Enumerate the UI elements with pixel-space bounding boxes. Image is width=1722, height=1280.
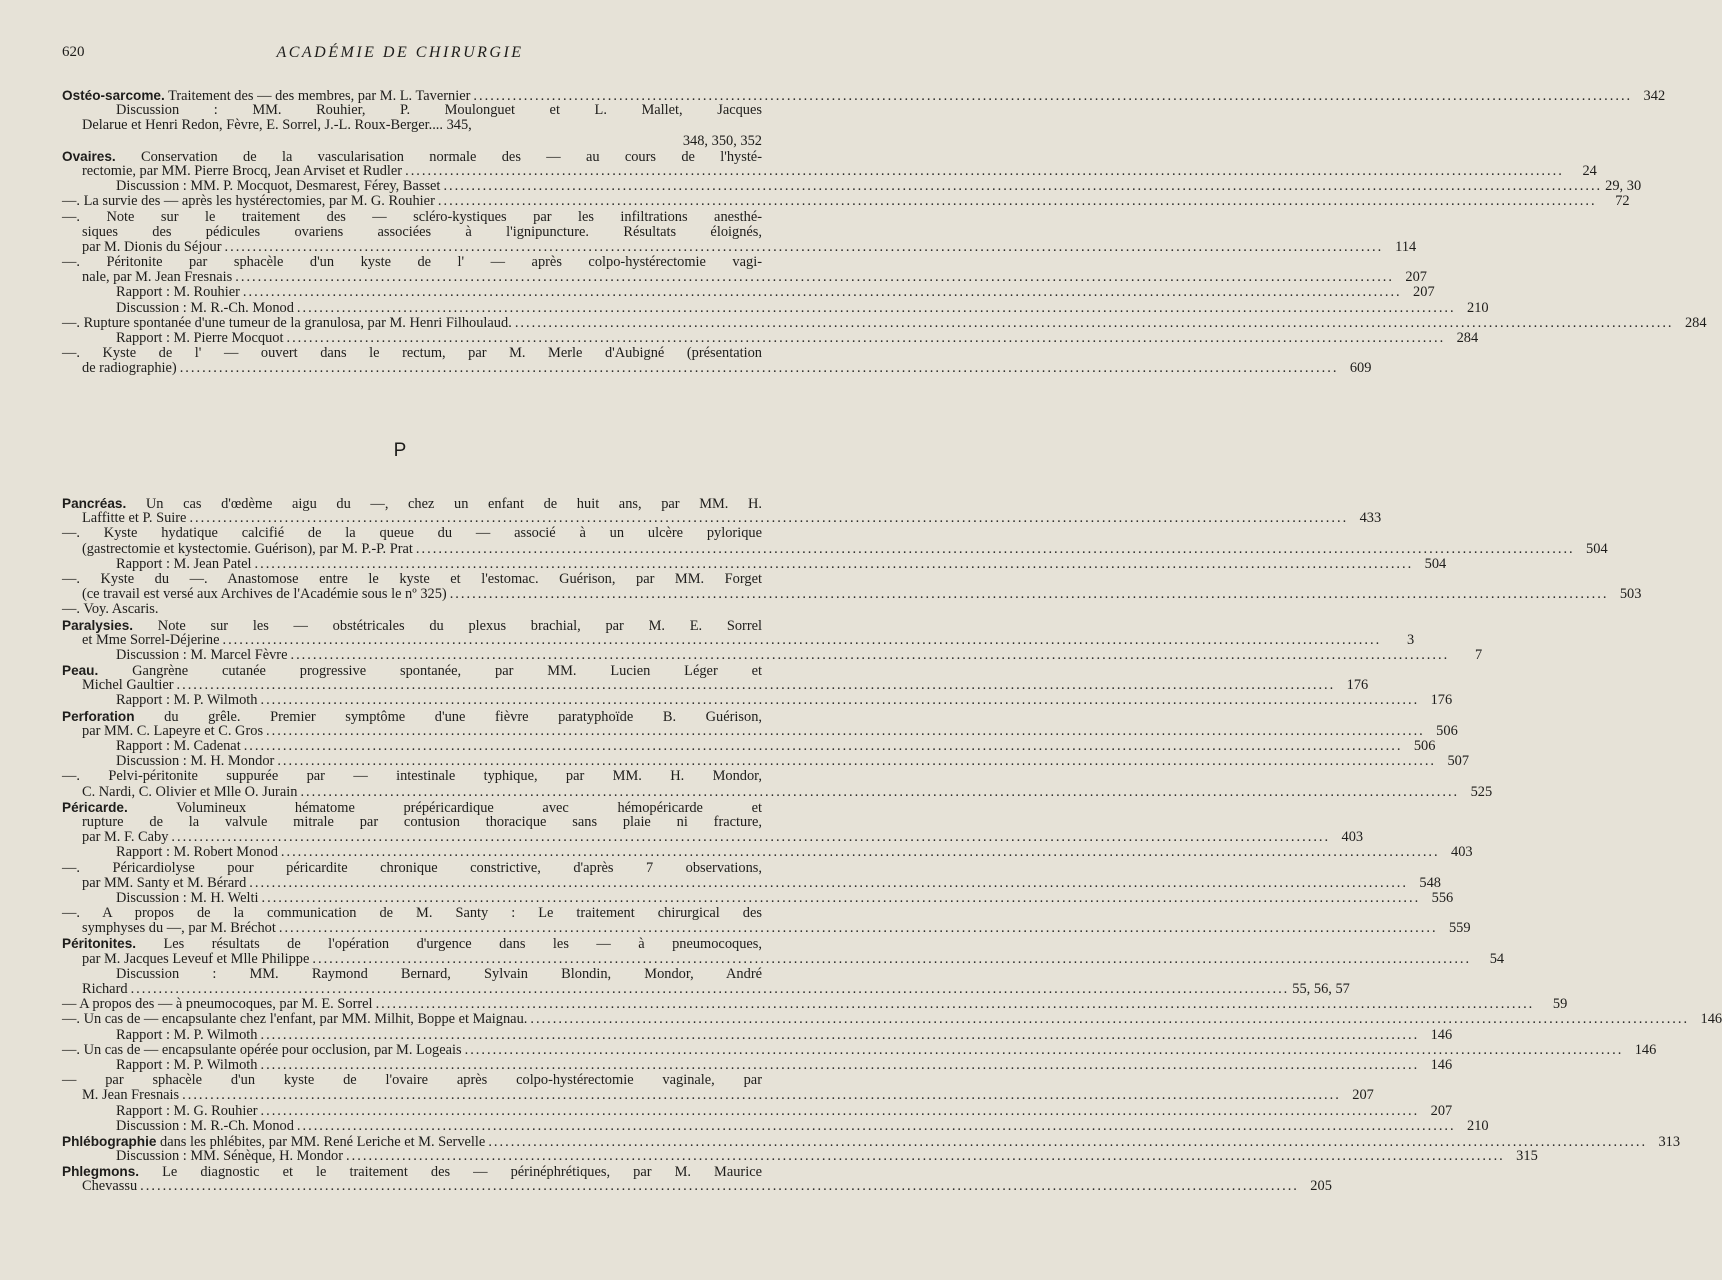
- entry-body: du grêle. Premier symptôme d'une fièvre paratyphoïde B. Guérison,: [134, 708, 762, 725]
- entry-body: Rapport : M. Jean Patel: [116, 555, 252, 572]
- entry-text: [116, 179, 440, 194]
- index-section-o: [62, 88, 1707, 377]
- entry-text: [116, 557, 252, 572]
- entry-text: [116, 1028, 257, 1043]
- entry-body: par MM. Santy et M. Bérard: [82, 874, 247, 891]
- entry-text: [82, 361, 177, 376]
- dot-leader: [262, 891, 1421, 906]
- index-line: [62, 134, 762, 149]
- entry-text: [62, 572, 762, 587]
- dot-leader: [450, 587, 1609, 602]
- dot-leader: [300, 785, 1459, 800]
- journal-title: ACADÉMIE DE CHIRURGIE: [276, 44, 524, 61]
- entry-headword: Péricarde.: [62, 799, 128, 815]
- page-reference: 176: [1430, 692, 1453, 709]
- index-line: [62, 829, 1364, 846]
- entry-body: Conservation de la vascularisation normale des — au cours de l'hysté-: [115, 148, 762, 165]
- entry-body: — par sphacèle d'un kyste de l'ovaire après colpo-hystérectomie vaginale, par: [62, 1072, 762, 1089]
- section-letter: P: [393, 440, 407, 461]
- index-line: [62, 118, 762, 133]
- entry-body: —. Un cas de — encapsulante chez l'enfant, par MM. Milhit, Boppe et Maignau.: [62, 1011, 528, 1028]
- page-reference: 205: [1310, 1178, 1332, 1195]
- page-reference: 3: [1406, 631, 1415, 648]
- index-line: [62, 555, 1447, 572]
- index-line: [62, 874, 1441, 891]
- entry-text: [116, 1104, 258, 1119]
- entry-text: [62, 1012, 527, 1027]
- dot-leader: [140, 1179, 1299, 1194]
- entry-body: —. Kyste du —. Anastomose entre le kyste et l'estomac. Guérison, par MM. Forget: [62, 570, 762, 587]
- page-reference: 503: [1619, 586, 1642, 603]
- dot-leader: [261, 1104, 1420, 1119]
- entry-text: [116, 754, 274, 769]
- page-reference: 403: [1341, 829, 1364, 846]
- dot-leader: [465, 1043, 1624, 1058]
- page-reference: 207: [1430, 1102, 1453, 1119]
- entry-body: (ce travail est versé aux Archives de l'Académie sous le nº 325): [82, 586, 447, 603]
- entry-body: —. Kyste hydatique calcifié de la queue du — associé à un ulcère pylorique: [62, 525, 762, 542]
- entry-body: —. Note sur le traitement des — scléro-kystiques par les infiltrations anesthé-: [62, 208, 762, 225]
- index-line: [62, 722, 1458, 739]
- entry-body: —. Rupture spontanée d'une tumeur de la granulosa, par M. Henri Filhoulaud.: [62, 314, 512, 331]
- page-reference: 7: [1474, 646, 1483, 663]
- page-reference: 525: [1470, 783, 1493, 800]
- entry-body: (gastrectomie et kystectomie. Guérison), par M. P.-P. Prat: [82, 540, 413, 557]
- index-line: [62, 981, 1350, 997]
- page-reference: 504: [1424, 555, 1447, 572]
- page-reference: 210: [1467, 299, 1489, 316]
- index-line: [62, 631, 1415, 648]
- index-line: [62, 496, 762, 511]
- index-line: [62, 540, 1608, 557]
- entry-text: [82, 587, 447, 602]
- index-line: [62, 800, 762, 815]
- index-line: [62, 255, 762, 270]
- entry-body: Delarue et Henri Redon, Fèvre, E. Sorrel, J.-L. Roux-Berger.... 345,: [82, 117, 472, 134]
- index-line: [62, 1073, 762, 1088]
- dot-leader: [346, 1149, 1505, 1164]
- dot-leader: [281, 845, 1440, 860]
- page-reference: 313: [1658, 1133, 1681, 1150]
- entry-body: Discussion : MM. Raymond Bernard, Sylvain Blondin, Mondor, André: [116, 965, 762, 982]
- entry-headword: Ostéo-sarcome.: [62, 88, 165, 103]
- page-reference: 609: [1349, 360, 1372, 377]
- entry-body: Discussion : MM. Sénèque, H. Mondor: [116, 1148, 344, 1165]
- entry-text: [62, 861, 762, 876]
- page-reference: 348, 350, 352: [682, 132, 762, 149]
- index-line: [62, 646, 1483, 663]
- entry-text: [82, 1179, 137, 1194]
- entry-body: Rapport : M. G. Rouhier: [116, 1102, 258, 1119]
- entry-body: Le diagnostic et le traitement des — périnéphrétiques, par M. Maurice: [139, 1164, 762, 1181]
- dot-leader: [222, 633, 1381, 648]
- entry-body: —. Kyste de l' — ouvert dans le rectum, par M. Merle d'Aubigné (présentation: [62, 345, 762, 362]
- index-line: [62, 936, 762, 951]
- entry-headword: Peau.: [62, 663, 99, 679]
- page-reference: 504: [1586, 540, 1608, 557]
- entry-body: siques des pédicules ovariens associées à l'ignipuncture. Résultats éloignés,: [82, 223, 762, 240]
- index-line: [62, 1056, 1453, 1073]
- entry-headword: Perforation: [62, 708, 135, 724]
- running-head: [0, 44, 800, 66]
- entry-text: [82, 225, 762, 240]
- entry-body: symphyses du —, par M. Bréchot: [82, 920, 276, 937]
- index-line: [62, 1117, 1489, 1134]
- entry-headword: Phlegmons.: [62, 1164, 140, 1180]
- entry-body: Note sur les — obstétricales du plexus brachial, par M. E. Sorrel: [133, 617, 762, 634]
- dot-leader: [225, 240, 1384, 255]
- index-line: [62, 178, 1642, 195]
- index-line: [62, 299, 1489, 316]
- index-line: [62, 149, 762, 164]
- index-line: [62, 1178, 1332, 1195]
- index-line: [62, 663, 762, 678]
- dot-leader: [515, 316, 1674, 331]
- entry-body: Discussion : MM. P. Mocquot, Desmarest, Férey, Basset: [116, 178, 441, 195]
- entry-body: rupture de la valvule mitrale par contusion thoracique sans plaie ni fracture,: [82, 813, 762, 830]
- dot-leader: [312, 952, 1471, 967]
- entry-body: Chevassu: [82, 1178, 138, 1195]
- index-line: [62, 572, 762, 587]
- page-reference: 403: [1451, 844, 1473, 861]
- entry-text: [116, 891, 259, 906]
- entry-headword: Péritonites.: [62, 936, 137, 952]
- dot-leader: [260, 693, 1419, 708]
- entry-text: [116, 845, 278, 860]
- dot-leader: [131, 982, 1290, 997]
- entry-body: par M. F. Caby: [82, 829, 169, 846]
- index-line: [62, 1041, 1657, 1058]
- entry-text: [116, 1119, 294, 1134]
- page-reference: 433: [1359, 510, 1382, 527]
- entry-text: [62, 194, 435, 209]
- entry-text: [62, 346, 762, 361]
- dot-leader: [243, 285, 1402, 300]
- index-line: [62, 889, 1454, 906]
- entry-body: Rapport : M. Rouhier: [116, 284, 240, 301]
- entry-body: Volumineux hématome prépéricardique avec hémopéricarde et: [127, 799, 762, 816]
- index-line: [62, 162, 1597, 179]
- index-line: [62, 586, 1642, 603]
- dot-leader: [290, 648, 1449, 663]
- entry-text: [82, 724, 263, 739]
- entry-text: [62, 906, 762, 921]
- entry-body: Discussion : MM. Rouhier, P. Moulonguet et L. Mallet, Jacques: [116, 102, 762, 119]
- page-reference: 146: [1634, 1041, 1657, 1058]
- page-reference: 315: [1516, 1148, 1538, 1165]
- page-reference: 559: [1448, 920, 1471, 937]
- entry-body: Discussion : M. Marcel Fèvre: [116, 646, 288, 663]
- page-reference: 342: [1643, 88, 1666, 104]
- entry-body: par M. Jacques Leveuf et Mlle Philippe: [82, 950, 310, 967]
- entry-text: [82, 952, 309, 967]
- index-line: [62, 225, 762, 240]
- index-line: [62, 1011, 1722, 1028]
- dot-leader: [443, 179, 1602, 194]
- entry-headword: Paralysies.: [62, 617, 134, 633]
- entry-body: de radiographie): [82, 360, 177, 377]
- index-line: [62, 210, 762, 225]
- index-line: [62, 753, 1470, 770]
- entry-body: Les résultats de l'opération d'urgence dans les — à pneumocoques,: [136, 936, 762, 953]
- entry-body: Traitement des — des membres, par M. L. Tavernier: [164, 88, 471, 104]
- entry-text: [116, 693, 257, 708]
- page-reference: 114: [1395, 238, 1417, 255]
- index-line: [62, 314, 1707, 331]
- dot-leader: [286, 331, 1445, 346]
- entry-body: C. Nardi, C. Olivier et Mlle O. Jurain: [82, 783, 298, 800]
- entry-text: [62, 255, 762, 270]
- page-reference: 207: [1352, 1087, 1374, 1104]
- entry-body: Gangrène cutanée progressive spontanée, par MM. Lucien Léger et: [98, 663, 762, 680]
- index-line: [62, 677, 1369, 694]
- entry-text: [82, 830, 168, 845]
- dot-leader: [376, 997, 1535, 1012]
- entry-text: [62, 1043, 462, 1058]
- entry-body: Rapport : M. P. Wilmoth: [116, 1026, 258, 1043]
- dot-leader: [530, 1012, 1689, 1027]
- dot-leader: [438, 194, 1597, 209]
- entry-body: Laffitte et P. Suire: [82, 510, 187, 527]
- entry-body: M. Jean Fresnais: [82, 1087, 180, 1104]
- entry-text: [82, 633, 219, 648]
- entry-text: [82, 1088, 179, 1103]
- page-reference: 548: [1419, 874, 1441, 891]
- dot-leader: [416, 542, 1575, 557]
- page-reference: 146: [1430, 1026, 1453, 1043]
- entry-text: [82, 815, 762, 830]
- entry-body: Rapport : M. P. Wilmoth: [116, 692, 258, 709]
- entry-text: [116, 967, 762, 982]
- entry-headword: Phlébographie: [62, 1133, 157, 1149]
- entry-text: [116, 301, 294, 316]
- page-reference: 506: [1436, 722, 1458, 739]
- entry-body: —. La survie des — après les hystérectomies, par M. G. Rouhier: [62, 193, 435, 210]
- entry-text: [62, 602, 158, 617]
- dot-leader: [405, 164, 1564, 179]
- dot-leader: [255, 557, 1414, 572]
- entry-text: [82, 982, 128, 997]
- index-line: [62, 360, 1372, 377]
- page-reference: 207: [1405, 269, 1427, 286]
- entry-text: [116, 739, 241, 754]
- entry-text: [62, 769, 762, 784]
- dot-leader: [249, 876, 1408, 891]
- entry-text: [116, 285, 240, 300]
- index-line: [62, 238, 1417, 255]
- entry-body: —. Péritonite par sphacèle d'un kyste de l' — après colpo-hystérectomie vagi-: [62, 254, 762, 271]
- dot-leader: [266, 724, 1425, 739]
- index-line: [62, 193, 1630, 210]
- entry-body: Rapport : M. P. Wilmoth: [116, 1056, 258, 1073]
- index-line: [62, 950, 1505, 967]
- entry-text: [62, 997, 373, 1012]
- index-line: [62, 738, 1436, 754]
- dot-leader: [180, 361, 1339, 376]
- index-line: [62, 769, 762, 784]
- index-line: [62, 692, 1453, 709]
- dot-leader: [277, 754, 1436, 769]
- index-line: [62, 1164, 762, 1179]
- index-line: [62, 284, 1435, 301]
- dot-leader: [182, 1088, 1341, 1103]
- entry-body: Discussion : M. H. Welti: [116, 889, 259, 906]
- page-reference: 146: [1700, 1011, 1722, 1028]
- entry-text: [82, 511, 186, 526]
- index-line: [62, 783, 1493, 800]
- entry-body: Discussion : M. H. Mondor: [116, 753, 275, 770]
- entry-body: Michel Gaultier: [82, 677, 174, 694]
- page-reference: 284: [1684, 314, 1707, 331]
- entry-text: [82, 876, 246, 891]
- index-line: [62, 996, 1568, 1013]
- index-line: [62, 510, 1382, 527]
- dot-leader: [171, 830, 1330, 845]
- dot-leader: [279, 921, 1438, 936]
- page-reference: 506: [1413, 738, 1436, 754]
- entry-body: —. A propos de la communication de M. Santy : Le traitement chirurgical des: [62, 905, 762, 922]
- entry-text: [116, 648, 287, 663]
- dot-leader: [260, 1058, 1419, 1073]
- index-line: [62, 88, 1666, 104]
- page-reference: 59: [1552, 996, 1568, 1013]
- entry-body: —. Un cas de — encapsulante opérée pour occlusion, par M. Logeais: [62, 1041, 462, 1058]
- index-section-p: [62, 496, 1722, 1195]
- page-reference: 55, 56, 57: [1292, 981, 1350, 997]
- entry-headword: Ovaires.: [62, 148, 116, 164]
- entry-body: —. Pelvi-péritonite suppurée par — intestinale typhique, par MM. H. Mondor,: [62, 768, 762, 785]
- page-reference: 54: [1489, 950, 1505, 967]
- index-line: [62, 618, 762, 633]
- page-reference: 284: [1456, 330, 1479, 346]
- entry-body: — A propos des — à pneumocoques, par M. E. Sorrel: [62, 996, 373, 1013]
- dot-leader: [235, 270, 1394, 285]
- page-reference: 176: [1346, 677, 1369, 694]
- entry-text: [82, 785, 297, 800]
- entry-text: [116, 103, 762, 118]
- index-line: [62, 330, 1479, 346]
- entry-text: [82, 270, 232, 285]
- dot-leader: [297, 1119, 1456, 1134]
- entry-headword: Pancréas.: [62, 496, 127, 511]
- entry-body: par MM. C. Lapeyre et C. Gros: [82, 722, 264, 739]
- entry-body: nale, par M. Jean Fresnais: [82, 269, 233, 286]
- entry-body: Discussion : M. R.-Ch. Monod: [116, 1117, 294, 1134]
- entry-body: Richard: [82, 981, 128, 997]
- entry-text: [116, 331, 283, 346]
- index-line: [62, 967, 762, 982]
- entry-text: [82, 118, 472, 133]
- index-line: [62, 920, 1471, 937]
- entry-text: [82, 921, 276, 936]
- entry-text: [82, 542, 413, 557]
- entry-text: [82, 240, 222, 255]
- index-line: [62, 1087, 1374, 1104]
- index-line: [62, 906, 762, 921]
- entry-text: [116, 1149, 343, 1164]
- index-line: [62, 1102, 1453, 1119]
- page-reference: 29, 30: [1605, 178, 1642, 195]
- entry-text: [62, 1073, 762, 1088]
- page-reference: 210: [1467, 1117, 1489, 1134]
- index-line: [62, 844, 1473, 861]
- entry-body: Rapport : M. Robert Monod: [116, 844, 278, 861]
- entry-body: —. Voy. Ascaris.: [62, 601, 159, 618]
- entry-text: [82, 164, 402, 179]
- page-reference: 72: [1615, 193, 1630, 210]
- page-number: 620: [62, 44, 85, 60]
- page-reference: 507: [1447, 753, 1470, 770]
- page-reference: 556: [1431, 889, 1454, 906]
- entry-body: Rapport : M. Pierre Mocquot: [116, 330, 284, 346]
- entry-body: par M. Dionis du Séjour: [82, 238, 222, 255]
- index-line: [62, 269, 1427, 286]
- index-line: [62, 815, 762, 830]
- entry-body: rectomie, par MM. Pierre Brocq, Jean Arviset et Rudler: [82, 162, 403, 179]
- entry-body: et Mme Sorrel-Déjerine: [82, 631, 220, 648]
- dot-leader: [177, 678, 1336, 693]
- index-line: [62, 1026, 1453, 1043]
- index-line: [62, 103, 762, 118]
- index-line: [62, 1133, 1681, 1150]
- index-line: [62, 861, 762, 876]
- index-line: [62, 709, 762, 724]
- entry-body: Un cas d'œdème aigu du —, chez un enfant de huit ans, par MM. H.: [126, 496, 762, 512]
- page-reference: 24: [1582, 162, 1597, 179]
- entry-body: Discussion : M. R.-Ch. Monod: [116, 299, 294, 316]
- entry-text: [62, 316, 512, 331]
- entry-body: —. Péricardiolyse pour péricardite chronique constrictive, d'après 7 observations,: [62, 859, 762, 876]
- entry-text: [116, 1058, 257, 1073]
- index-line: [62, 602, 762, 617]
- dot-leader: [244, 739, 1403, 754]
- entry-text: [62, 210, 762, 225]
- page-reference: 207: [1413, 284, 1435, 301]
- dot-leader: [297, 301, 1456, 316]
- index-line: [62, 346, 762, 361]
- dot-leader: [189, 511, 1348, 526]
- page-reference: 146: [1430, 1056, 1453, 1073]
- entry-text: [82, 678, 174, 693]
- entry-body: dans les phlébites, par MM. René Leriche et M. Servelle: [156, 1133, 486, 1150]
- index-line: [62, 526, 762, 541]
- entry-body: Rapport : M. Cadenat: [116, 738, 241, 754]
- entry-text: [62, 526, 762, 541]
- dot-leader: [260, 1028, 1419, 1043]
- index-line: [62, 1148, 1538, 1165]
